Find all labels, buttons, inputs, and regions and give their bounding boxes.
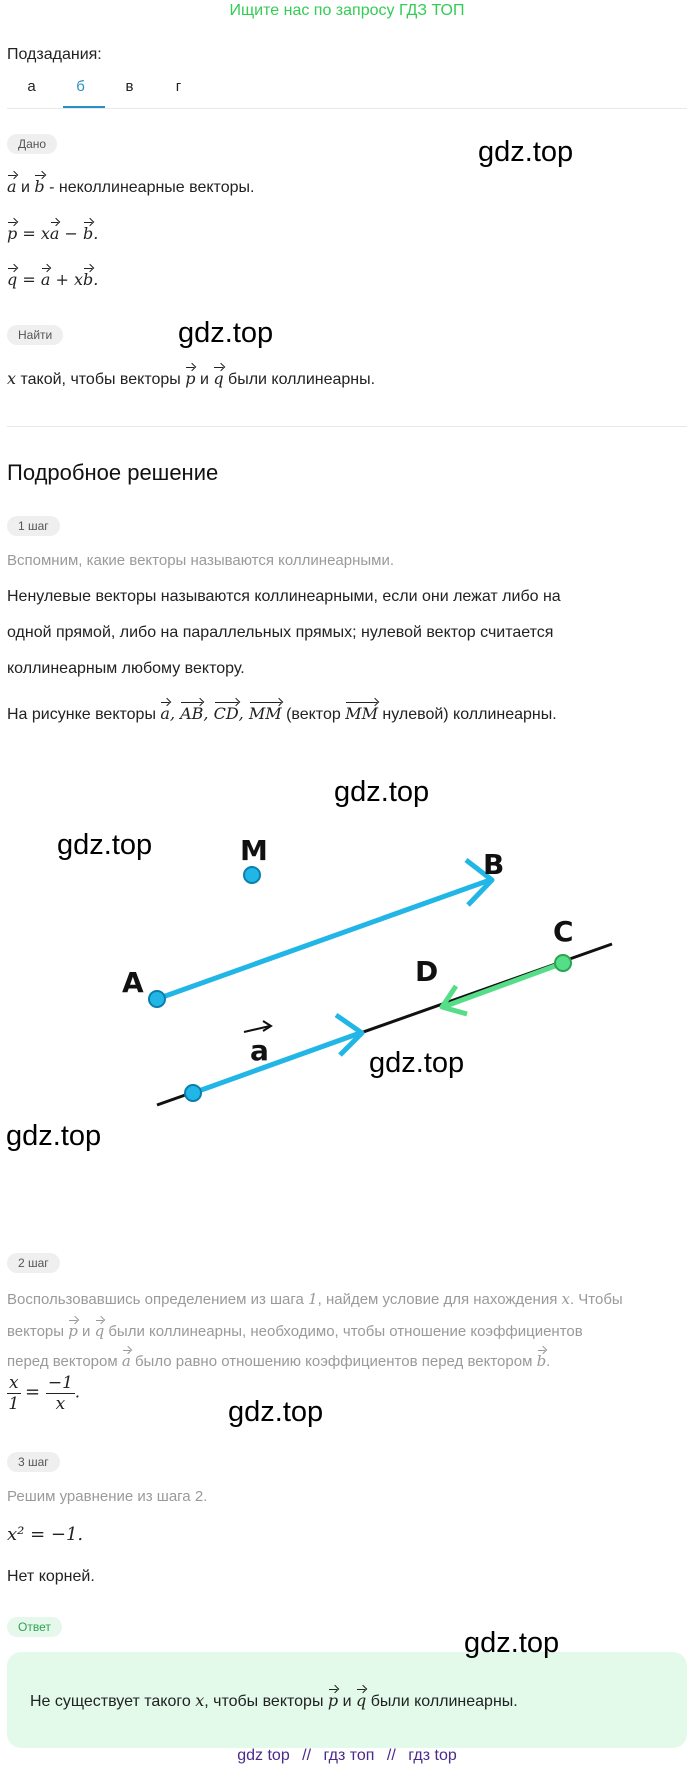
footer-link[interactable]: gdz top	[237, 1747, 290, 1764]
label-c: C	[553, 915, 574, 948]
footer-separator: //	[386, 1747, 396, 1764]
step1-hint: Вспомним, какие векторы называются коллинеарными.	[7, 552, 395, 569]
watermark: gdz.top	[57, 829, 153, 861]
step2-line-3: перед вектором a было равно отношению коэффициентов перед вектором b.	[7, 1348, 550, 1370]
divider	[7, 108, 687, 109]
find-chip: Найти	[7, 325, 63, 345]
subtasks-title: Подзадания:	[7, 46, 102, 63]
footer-separator: //	[302, 1747, 312, 1764]
step1-paragraph-line-3: коллинеарным любому вектору.	[7, 660, 245, 677]
step3-equation: x² = −1.	[7, 1524, 84, 1545]
watermark: gdz.top	[369, 1047, 465, 1079]
vector-ab	[157, 880, 490, 999]
divider	[7, 426, 687, 427]
step2-equation: $\frac{x}{1}$ = $\frac{-1}{x}$ .	[8, 1373, 81, 1414]
label-d: D	[415, 955, 439, 988]
point-m	[244, 867, 260, 883]
watermark: gdz.top	[334, 776, 430, 808]
tab-a[interactable]: а	[27, 78, 36, 95]
subtask-tabs	[7, 78, 687, 108]
find-line: x такой, чтобы векторы p и q были коллинеарны.	[7, 365, 375, 389]
given-chip: Дано	[7, 134, 57, 154]
vector-cd	[443, 963, 563, 1007]
label-vector-a: a	[250, 1034, 269, 1067]
footer-link[interactable]: гдз top	[408, 1747, 457, 1764]
tab-b[interactable]: б	[56, 78, 105, 108]
given-line-1: a и b - неколлинеарные векторы.	[7, 173, 254, 197]
watermark: gdz.top	[478, 136, 574, 168]
given-line-2: p = xa − b.	[7, 220, 98, 244]
watermark: gdz.top	[178, 317, 274, 349]
step1-paragraph-line-1: Ненулевые векторы называются коллинеарными, если они лежат либо на	[7, 588, 561, 605]
top-banner[interactable]: Ищите нас по запросу ГДЗ ТОП	[229, 2, 465, 19]
tab-g[interactable]: г	[175, 78, 182, 95]
label-b: B	[483, 848, 505, 881]
step3-chip: 3 шаг	[7, 1452, 60, 1472]
given-line-3: q = a + xb.	[7, 266, 98, 290]
step2-line-1: Воспользовавшись определением из шага 1, найдем условие для нахождения x. Чтобы	[7, 1290, 623, 1308]
label-a: A	[122, 966, 144, 999]
point-a-start	[185, 1085, 201, 1101]
answer-chip: Ответ	[7, 1617, 62, 1637]
watermark: gdz.top	[6, 1120, 102, 1152]
step2-line-2: векторы p и q были коллинеарны, необходимо, чтобы отношение коэффициентов	[7, 1318, 583, 1340]
footer-links	[0, 1747, 694, 1765]
watermark: gdz.top	[228, 1396, 324, 1428]
answer-text: Не существует такого x, чтобы векторы p и q были коллинеарны.	[30, 1687, 518, 1711]
step1-paragraph-2: На рисунке векторы a, AB, CD, MM (вектор MM нулевой) коллинеарны.	[7, 700, 557, 724]
step2-chip: 2 шаг	[7, 1253, 60, 1273]
point-a	[149, 991, 165, 1007]
watermark: gdz.top	[464, 1627, 560, 1659]
step3-result: Нет корней.	[7, 1568, 95, 1585]
step1-paragraph-line-2: одной прямой, либо на параллельных прямых; нулевой вектор считается	[7, 624, 554, 641]
tab-v[interactable]: в	[125, 78, 134, 95]
vector-figure	[0, 750, 694, 1170]
solution-title: Подробное решение	[7, 460, 219, 485]
step3-hint: Решим уравнение из шага 2.	[7, 1488, 208, 1505]
footer-link[interactable]: гдз топ	[323, 1747, 375, 1764]
vector-a	[193, 1033, 360, 1093]
step1-chip: 1 шаг	[7, 516, 60, 536]
point-c	[555, 955, 571, 971]
label-m: M	[240, 834, 268, 867]
